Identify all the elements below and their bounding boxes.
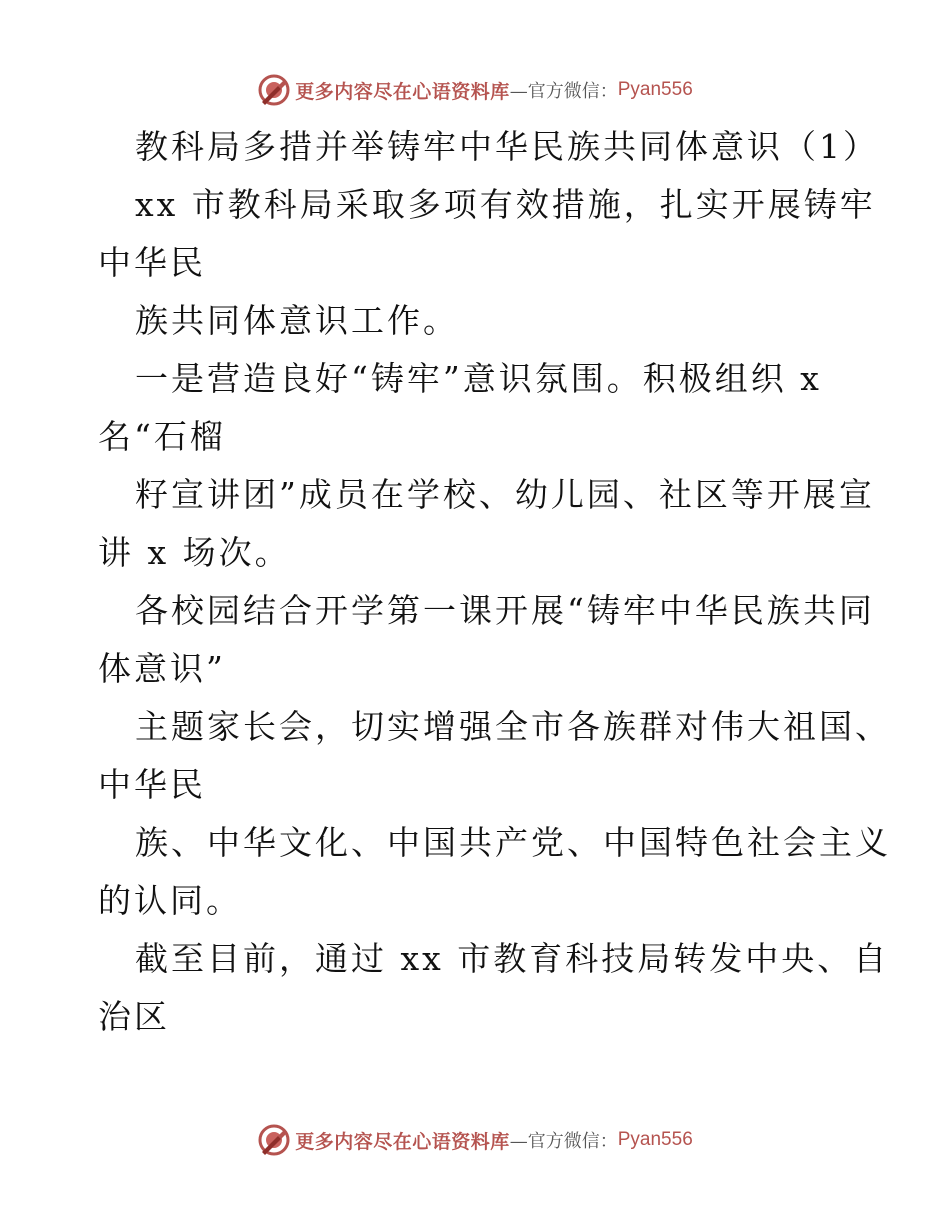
header-watermark-banner xyxy=(0,72,950,108)
footer-brand-text: 更多内容尽在心语资料库 xyxy=(295,1130,510,1153)
paragraph-line: 族、中华文化、中国共产党、中国特色社会主义 xyxy=(135,823,891,862)
paragraph-line: 教科局多措并举铸牢中华民族共同体意识（1） xyxy=(135,127,879,166)
paragraph-line: 讲 x 场次。 xyxy=(98,533,291,572)
pen-logo-icon xyxy=(257,73,291,107)
footer-watermark-banner xyxy=(0,1122,950,1158)
paragraph-line: 中华民 xyxy=(98,243,206,282)
header-brand-text: 更多内容尽在心语资料库 xyxy=(295,80,510,103)
pen-logo-icon xyxy=(257,1123,291,1157)
paragraph-line: 中华民 xyxy=(98,765,206,804)
header-account-id: Pyan556 xyxy=(617,79,693,100)
paragraph-line: 各校园结合开学第一课开展“铸牢中华民族共同 xyxy=(135,591,875,630)
document-body xyxy=(98,118,891,1046)
paragraph-line: 治区 xyxy=(98,997,170,1036)
paragraph-line: 一是营造良好“铸牢”意识氛围。积极组织 x xyxy=(135,359,822,398)
paragraph-line: 体意识” xyxy=(98,649,226,688)
paragraph-line: 籽宣讲团”成员在学校、幼儿园、社区等开展宣 xyxy=(135,475,875,514)
header-separator: —官方微信： xyxy=(509,81,618,102)
footer-separator: —官方微信： xyxy=(509,1131,618,1152)
paragraph-line: xx 市教科局采取多项有效措施，扎实开展铸牢 xyxy=(135,185,876,224)
paragraph-line: 截至目前，通过 xx 市教育科技局转发中央、自 xyxy=(135,939,890,978)
paragraph-line: 名“石榴 xyxy=(98,417,226,456)
footer-account-id: Pyan556 xyxy=(617,1129,693,1150)
paragraph-line: 族共同体意识工作。 xyxy=(135,301,459,340)
paragraph-line: 的认同。 xyxy=(98,881,242,920)
paragraph-line: 主题家长会，切实增强全市各族群对伟大祖国、 xyxy=(135,707,891,746)
